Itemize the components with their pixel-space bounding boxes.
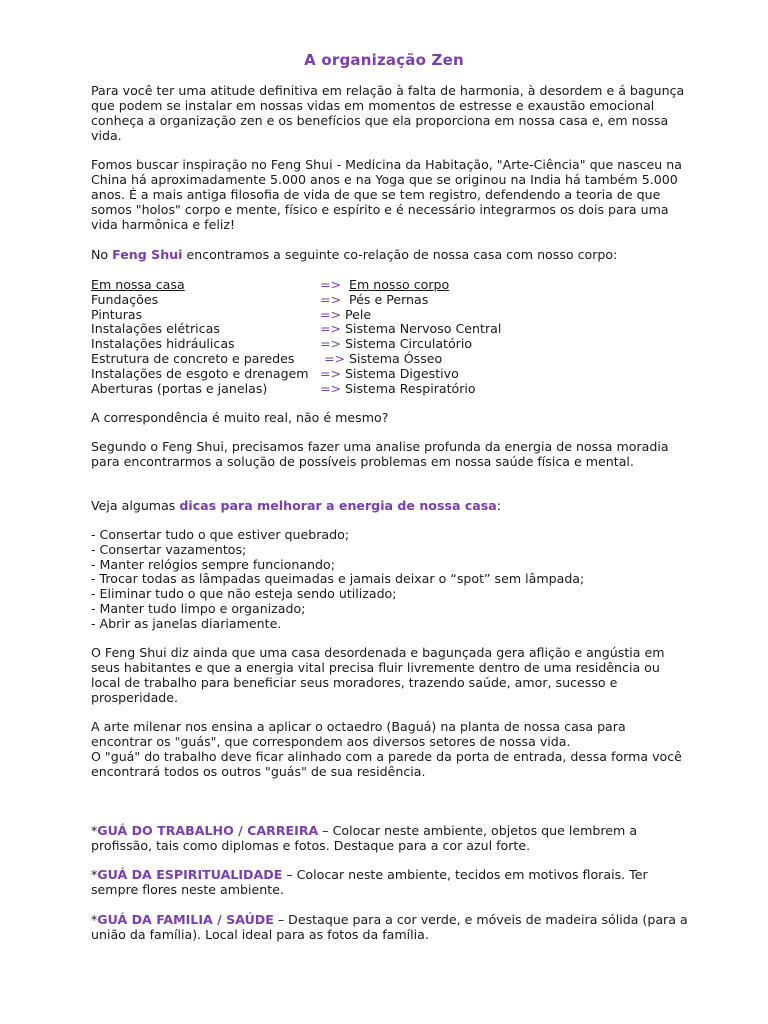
tips-intro-post: : (496, 498, 502, 513)
arrow: => (320, 291, 342, 307)
house-part: Instalações elétricas (91, 321, 220, 337)
body-part: Sistema Respiratório (345, 380, 476, 396)
gua-name: GUÁ DA FAMILIA / SAÚDE (97, 912, 274, 927)
origins-paragraph: Fomos buscar inspiração no Feng Shui - Medicina da Habitação, "Arte-Ciência" que nasceu na China há aproximadamente 5.000 anos e na Yoga que se originou na India há também 5.000 anos. É a mais antiga filosofia de vida de que se tem registro, defendendo a teoria de que somos "holos" corpo e mente, físico e espírito e é necessário integrarmos os dois para uma vida harmônica e feliz! (91, 157, 682, 232)
arrow: => (324, 350, 346, 366)
tips-list (91, 528, 691, 632)
house-part: Pinturas (91, 306, 143, 322)
correspondence-remark: A correspondência é muito real, não é mesmo? (91, 410, 389, 425)
correspondence-row (91, 336, 691, 351)
correspondence-row (91, 366, 691, 381)
arrow: => (320, 321, 342, 337)
correspondence-table (91, 277, 691, 395)
gua-text: – Destaque para a cor verde, e móveis de madeira sólida (para a união da família). Local ideal para as fotos da família. (91, 912, 688, 942)
tips-highlight: dicas para melhorar a energia de nossa casa (179, 498, 497, 513)
bagua-paragraph: A arte milenar nos ensina a aplicar o octaedro (Baguá) na planta de nossa casa para encontrar os "guás", que correspondem aos diversos setores de nossa vida. (91, 719, 626, 749)
tips-intro (91, 498, 691, 513)
correspondence-row (91, 351, 691, 366)
house-part: Estrutura de concreto e paredes (91, 350, 295, 366)
gua-star: * (91, 912, 98, 927)
arrow: => (320, 277, 342, 292)
tips-intro-pre: Veja algumas (91, 498, 180, 513)
body-part: Pés e Pernas (349, 291, 429, 307)
header-house: Em nossa casa (91, 277, 185, 292)
analysis-paragraph: Segundo o Feng Shui, precisamos fazer uma analise profunda da energia de nossa moradia para encontrarmos a solução de possíveis problemas em nossa saúde física e mental. (91, 439, 669, 469)
correlation-intro (91, 247, 691, 262)
arrow: => (320, 336, 342, 352)
correspondence-row (91, 292, 691, 307)
correspondence-row (91, 321, 691, 336)
gua-text: – Colocar neste ambiente, tecidos em motivos florais. Ter sempre flores neste ambiente. (91, 867, 648, 897)
correspondence-header (91, 277, 691, 292)
house-part: Aberturas (portas e janelas) (91, 380, 268, 396)
feng-shui-paragraph: O Feng Shui diz ainda que uma casa desordenada e bagunçada gera aflição e angústia em seus habitantes e que a energia vital precisa fluir livremente dentro de uma residência ou local de trabalho para beneficiar seus moradores, trazendo saúde, amor, sucesso e prosperidade. (91, 645, 665, 705)
gua-alignment-paragraph: O "guá" do trabalho deve ficar alinhado com a parede da porta de entrada, dessa forma você encontrará todos os outros "guás" de sua residência. (91, 749, 682, 779)
correlation-intro-pre: No (91, 247, 113, 262)
list-item: - Abrir as janelas diariamente. (91, 615, 282, 631)
house-part: Instalações hidráulicas (91, 336, 235, 352)
list-item: - Trocar todas as lâmpadas queimadas e jamais deixar o “spot” sem lâmpada; (91, 571, 585, 587)
list-item: - Consertar vazamentos; (91, 541, 247, 557)
gua-text: – Colocar neste ambiente, objetos que lembrem a profissão, tais como diplomas e fotos. Destaque para a cor azul forte. (91, 823, 638, 853)
correspondence-row (91, 381, 691, 396)
body-part: Sistema Nervoso Central (345, 321, 502, 337)
house-part: Fundações (91, 291, 159, 307)
arrow: => (320, 380, 342, 396)
correspondence-row (91, 307, 691, 322)
body-part: Sistema Ósseo (349, 350, 443, 366)
list-item: - Consertar tudo o que estiver quebrado; (91, 527, 350, 542)
page-title: A organização Zen (304, 51, 464, 69)
list-item: - Manter tudo limpo e organizado; (91, 600, 306, 616)
feng-shui-highlight: Feng Shui (112, 247, 183, 262)
list-item: - Eliminar tudo o que não esteja sendo utilizado; (91, 586, 397, 602)
header-body: Em nosso corpo (349, 277, 450, 292)
gua-work-career (91, 823, 691, 853)
gua-name: GUÁ DA ESPIRITUALIDADE (97, 867, 283, 882)
gua-star: * (91, 823, 98, 838)
correlation-intro-post: encontramos a seguinte co-relação de nossa casa com nosso corpo: (182, 247, 618, 262)
list-item: - Manter relógios sempre funcionando; (91, 556, 335, 572)
gua-name: GUÁ DO TRABALHO / CARREIRA (97, 823, 319, 838)
body-part: Pele (345, 306, 372, 322)
arrow: => (320, 365, 342, 381)
gua-star: * (91, 867, 98, 882)
body-part: Sistema Circulatório (345, 336, 473, 352)
arrow: => (320, 306, 342, 322)
gua-spirituality (91, 867, 691, 897)
body-part: Sistema Digestivo (345, 365, 459, 381)
gua-family-health (91, 912, 691, 942)
house-part: Instalações de esgoto e drenagem (91, 365, 309, 381)
intro-paragraph: Para você ter uma atitude definitiva em relação à falta de harmonia, à desordem e á bagunça que podem se instalar em nossas vidas em momentos de estresse e exaustão emocional conheça a organização zen e os benefícios que ela proporciona em nossa casa e, em nossa vida. (91, 83, 685, 143)
